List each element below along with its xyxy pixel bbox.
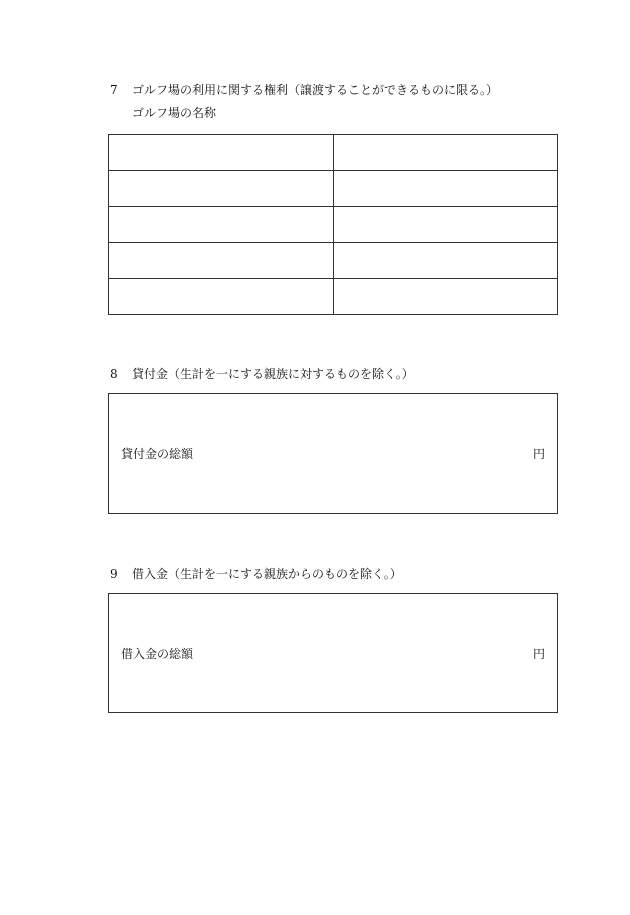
loan-total-label: 貸付金の総額: [121, 447, 194, 461]
table-row: [109, 243, 558, 279]
table-row: [109, 207, 558, 243]
golf-course-detail-cell[interactable]: [333, 279, 558, 315]
golf-course-detail-cell[interactable]: [333, 243, 558, 279]
section-8-number: 8: [110, 367, 118, 381]
golf-course-name-label: ゴルフ場の名称: [132, 106, 217, 120]
golf-course-detail-cell[interactable]: [333, 135, 558, 171]
loan-total-unit: 円: [532, 447, 545, 461]
section-7-number: 7: [110, 83, 118, 97]
section-9-heading: [110, 566, 402, 582]
golf-course-name-cell[interactable]: [109, 135, 334, 171]
golf-course-table-body: [109, 135, 558, 315]
table-row: [109, 279, 558, 315]
section-8-heading: [110, 366, 414, 382]
section-7-title: ゴルフ場の利用に関する権利（譲渡することができるものに限る。）: [132, 83, 499, 97]
golf-course-name-cell[interactable]: [109, 279, 334, 315]
loan-total-box: [108, 393, 558, 514]
section-9-number: 9: [110, 567, 118, 581]
golf-course-name-cell[interactable]: [109, 207, 334, 243]
table-row: [109, 135, 558, 171]
borrowing-total-box: [108, 593, 558, 713]
golf-course-detail-cell[interactable]: [333, 171, 558, 207]
section-7-heading: [110, 82, 498, 98]
golf-course-table: [108, 134, 558, 315]
borrowing-total-unit: 円: [532, 647, 545, 661]
section-9-title: 借入金（生計を一にする親族からのものを除く。）: [132, 567, 402, 581]
golf-course-name-cell[interactable]: [109, 171, 334, 207]
section-8-title: 貸付金（生計を一にする親族に対するものを除く。）: [132, 367, 414, 381]
golf-course-name-cell[interactable]: [109, 243, 334, 279]
borrowing-total-label: 借入金の総額: [121, 647, 194, 661]
table-row: [109, 171, 558, 207]
golf-course-detail-cell[interactable]: [333, 207, 558, 243]
